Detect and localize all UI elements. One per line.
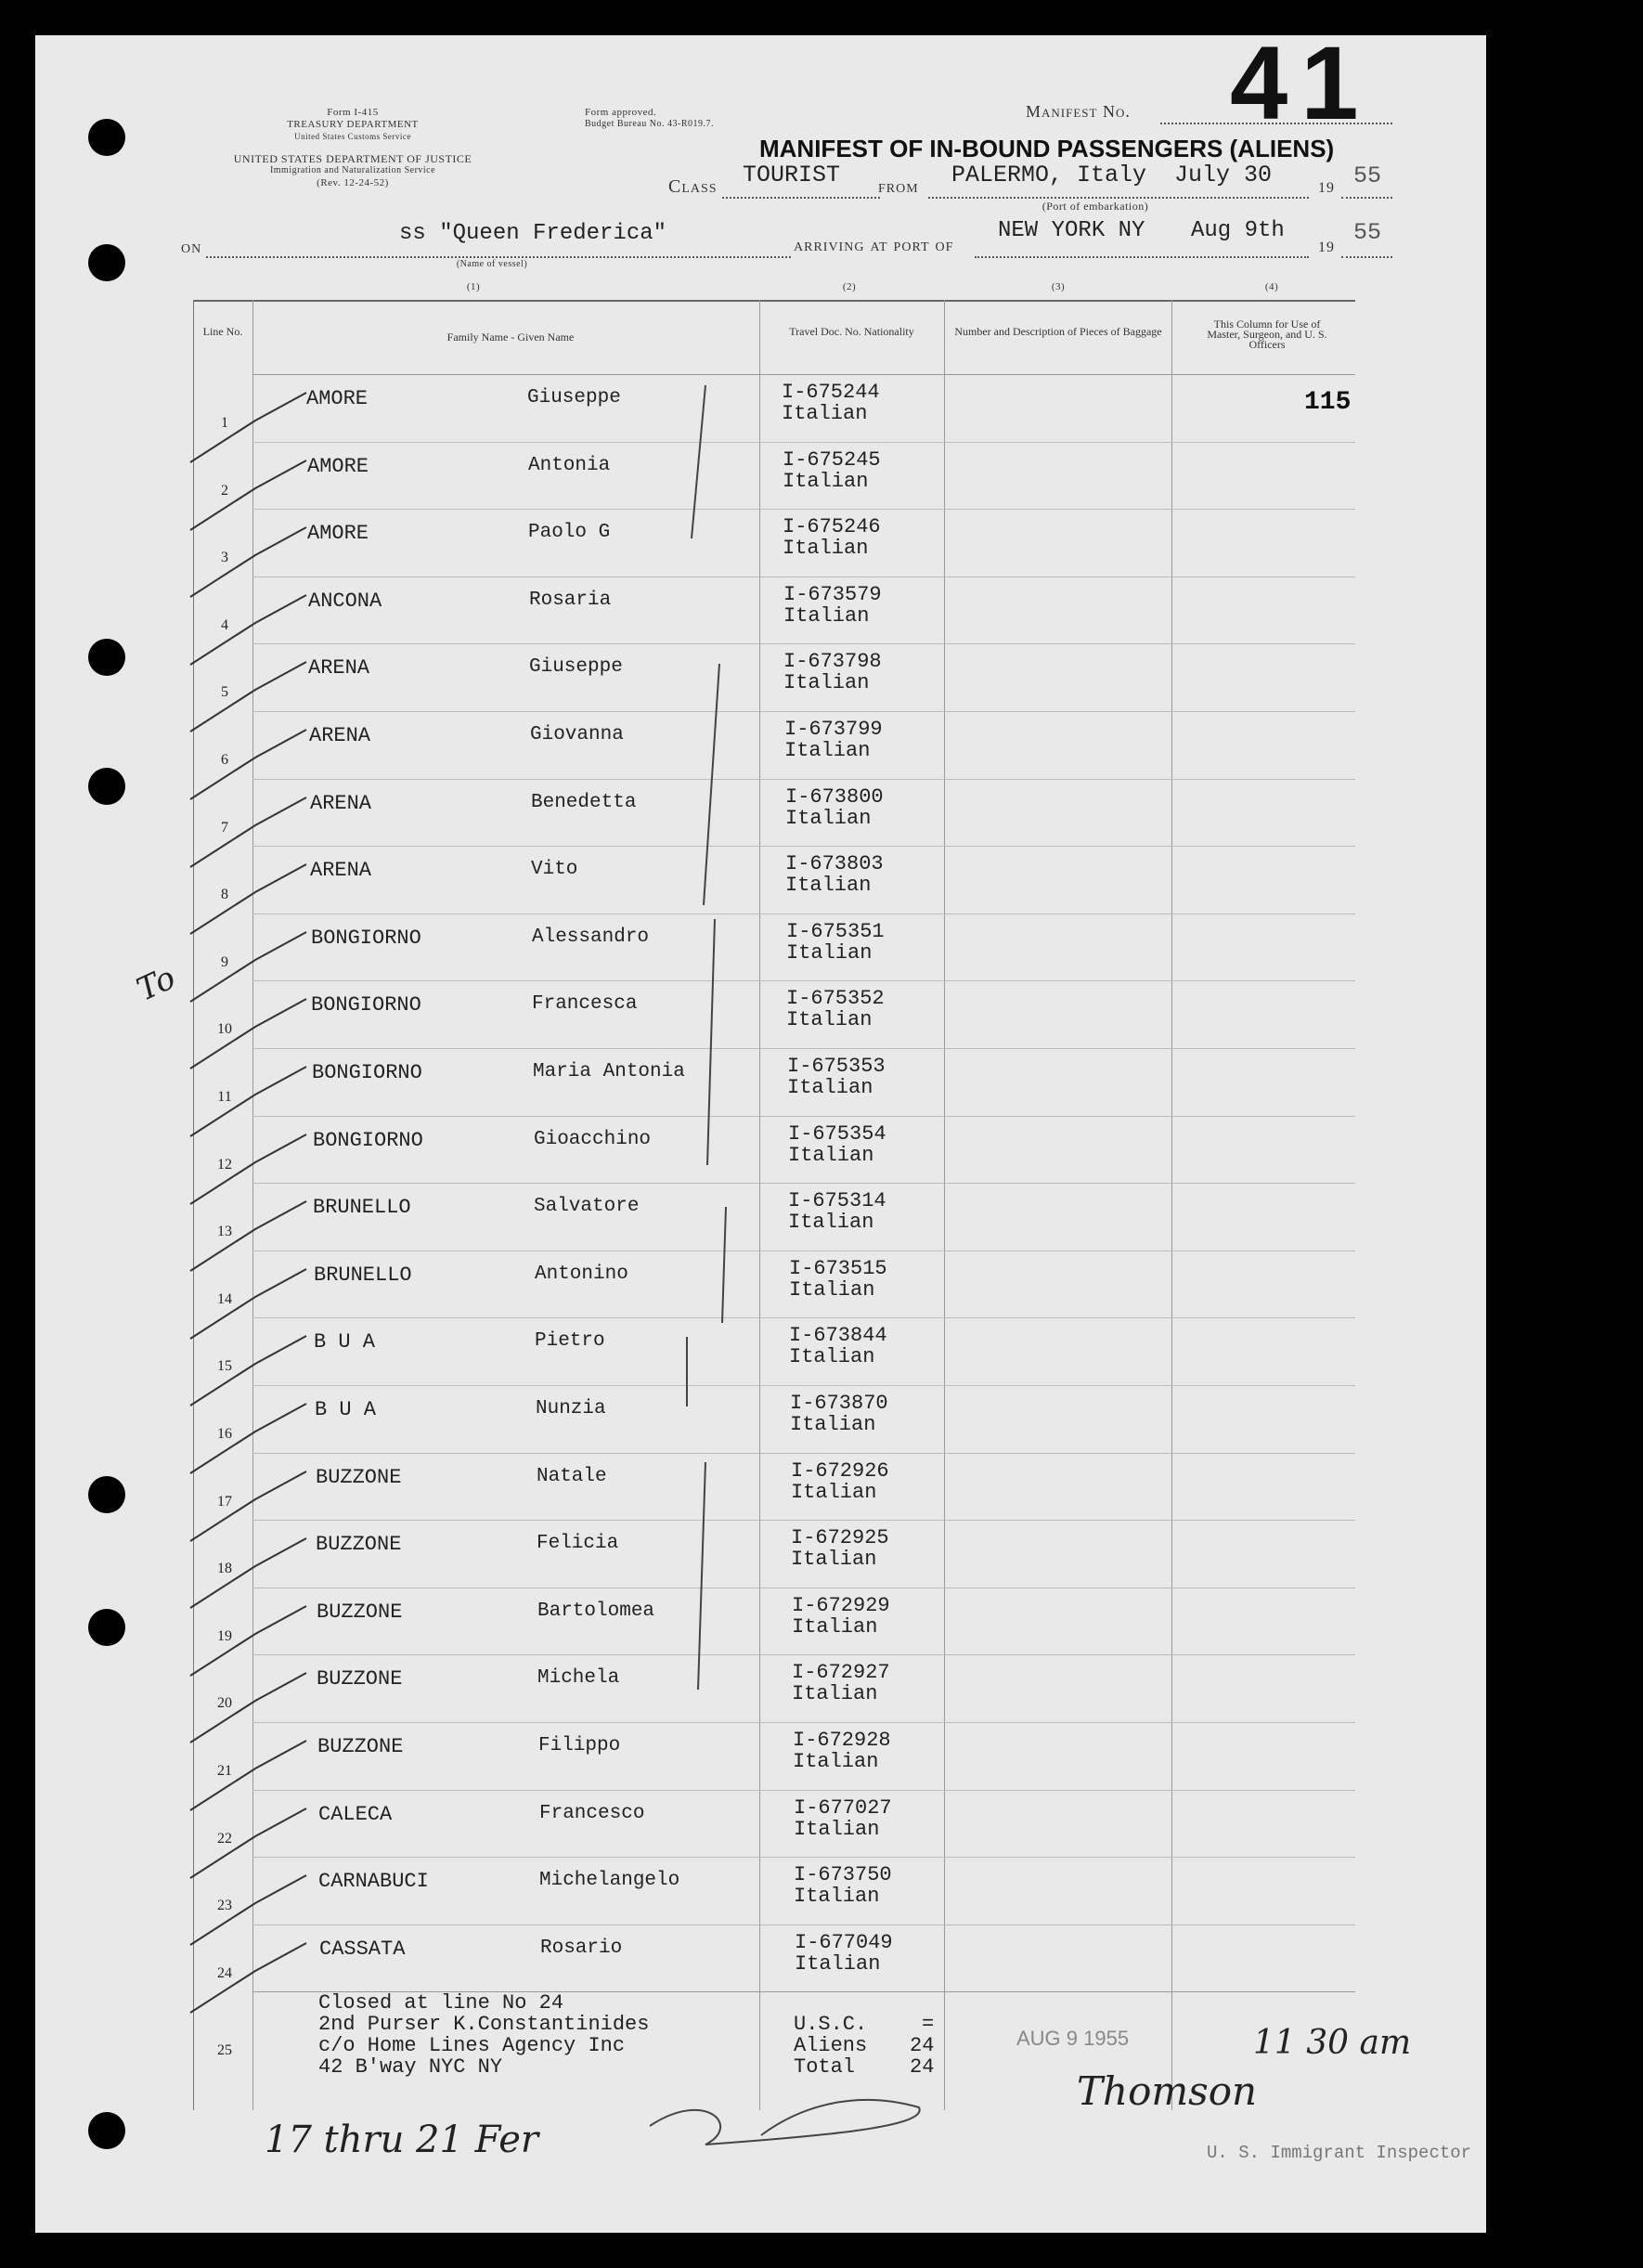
row-rule	[252, 1453, 1355, 1454]
class-line	[722, 197, 880, 199]
travel-doc-no: I-672926	[791, 1459, 889, 1483]
travel-doc-no: I-673799	[784, 718, 883, 741]
nationality: Italian	[791, 1548, 877, 1571]
given-name: Francesco	[539, 1803, 645, 1824]
family-name: BUZZONE	[316, 1466, 402, 1489]
col-header-doc: Travel Doc. No. Nationality	[789, 325, 914, 338]
punch-hole	[88, 119, 125, 156]
nationality: Italian	[783, 537, 869, 560]
travel-doc-no: I-675246	[783, 515, 881, 538]
family-name: AMORE	[307, 455, 369, 478]
nationality: Italian	[783, 671, 870, 694]
given-name: Antonino	[535, 1264, 628, 1285]
arriving-label: arriving at port of	[794, 235, 954, 255]
arrival-year: 55	[1353, 219, 1382, 246]
travel-doc-no: I-672925	[791, 1526, 889, 1549]
travel-doc-no: I-673803	[785, 852, 884, 875]
year-line	[1341, 197, 1392, 199]
nationality: Italian	[783, 470, 869, 493]
closing-line-4: 42 B'way NYC NY	[318, 2055, 503, 2079]
total-value: 24	[910, 2055, 935, 2079]
travel-doc-no: I-675352	[786, 987, 885, 1010]
row-rule	[252, 1790, 1355, 1791]
inspector-label: U. S. Immigrant Inspector	[1207, 2143, 1472, 2163]
row-rule	[252, 779, 1355, 780]
closing-line-1: Closed at line No 24	[318, 1991, 564, 2015]
row-rule	[252, 1857, 1355, 1858]
line-number: 14	[217, 1291, 232, 1307]
line-number: 1	[221, 415, 228, 431]
line-number: 23	[217, 1898, 232, 1913]
form-number: Form I-415	[327, 107, 379, 118]
travel-doc-no: I-677027	[794, 1796, 892, 1820]
line-number: 5	[221, 684, 228, 700]
ins-service: Immigration and Naturalization Service	[269, 165, 436, 175]
travel-doc-no: I-673750	[794, 1863, 892, 1886]
family-name: B U A	[315, 1398, 377, 1421]
travel-doc-no: I-673870	[790, 1392, 888, 1415]
given-name: Francesca	[532, 993, 638, 1015]
closing-line-2: 2nd Purser K.Constantinides	[318, 2013, 650, 2036]
row-rule	[252, 442, 1355, 443]
col-header-officers: This Column for Use of Master, Surgeon, and U. S. Officers	[1207, 318, 1327, 351]
travel-doc-no: I-672927	[792, 1661, 890, 1684]
line-col-rule	[252, 300, 253, 2110]
row-rule	[252, 1183, 1355, 1184]
given-name: Giuseppe	[529, 656, 623, 678]
row-rule	[252, 1654, 1355, 1655]
nationality: Italian	[788, 1211, 874, 1234]
row-rule	[252, 1317, 1355, 1318]
nationality: Italian	[795, 1952, 881, 1976]
given-name: Michela	[537, 1667, 620, 1689]
on-label: on	[181, 237, 202, 257]
family-name: BUZZONE	[317, 1735, 404, 1758]
punch-hole	[88, 639, 125, 676]
nationality: Italian	[792, 1682, 878, 1705]
nationality: Italian	[791, 1481, 877, 1504]
nationality: Italian	[789, 1345, 875, 1368]
inspector-signature: Thomson	[1077, 2068, 1258, 2114]
class-value: TOURIST	[743, 162, 841, 188]
given-name: Rosaria	[529, 590, 612, 611]
line-number: 13	[217, 1224, 232, 1239]
travel-doc-no: I-673800	[785, 785, 884, 809]
travel-doc-no: I-675245	[783, 448, 881, 472]
given-name: Filippo	[538, 1735, 621, 1756]
justice-dept: UNITED STATES DEPARTMENT OF JUSTICE	[233, 152, 472, 165]
given-name: Nunzia	[536, 1398, 606, 1419]
row-rule	[252, 980, 1355, 981]
usc-value: =	[922, 2013, 935, 2036]
travel-doc-no: I-677049	[795, 1931, 893, 1954]
line-number: 19	[217, 1628, 232, 1644]
line-number: 15	[217, 1358, 232, 1374]
family-name: BRUNELLO	[313, 1196, 411, 1219]
col-num-1: (1)	[466, 281, 481, 292]
customs-service: United States Customs Service	[294, 132, 411, 141]
treasury-dept: TREASURY DEPARTMENT	[287, 119, 419, 130]
nationality: Italian	[794, 1818, 880, 1841]
nationality: Italian	[784, 739, 871, 762]
line-number: 2	[221, 483, 228, 499]
nationality: Italian	[789, 1278, 875, 1302]
line-number: 12	[217, 1157, 232, 1173]
table-left-rule	[193, 300, 194, 2110]
revision-date: (Rev. 12-24-52)	[317, 177, 389, 188]
nationality: Italian	[790, 1413, 876, 1436]
family-name: CALECA	[318, 1803, 393, 1826]
family-name: AMORE	[307, 522, 369, 545]
travel-doc-no: I-673844	[789, 1324, 887, 1347]
family-name: BONGIORNO	[311, 993, 421, 1017]
family-name: BONGIORNO	[313, 1129, 423, 1152]
from-value: PALERMO, Italy	[951, 162, 1147, 188]
line-number: 17	[217, 1494, 232, 1510]
line-number: 21	[217, 1763, 232, 1779]
arrival-port: NEW YORK NY	[998, 218, 1145, 243]
given-name: Felicia	[537, 1533, 619, 1554]
nationality: Italian	[792, 1615, 878, 1639]
nationality: Italian	[787, 1076, 873, 1099]
line-number: 6	[221, 752, 228, 768]
line-number: 18	[217, 1561, 232, 1576]
col-num-2: (2)	[842, 281, 857, 292]
row-rule	[252, 509, 1355, 510]
usc-label: U.S.C.	[794, 2013, 868, 2036]
nationality: Italian	[786, 941, 873, 965]
given-name: Bartolomea	[537, 1601, 655, 1622]
family-name: ARENA	[310, 859, 372, 882]
travel-doc-no: I-675353	[787, 1055, 886, 1078]
given-name: Michelangelo	[539, 1870, 680, 1891]
col-header-line: Line No.	[202, 325, 243, 338]
arrival-line	[975, 256, 1309, 258]
margin-note: To	[131, 959, 182, 1009]
approved-note: Form approved.	[585, 107, 657, 118]
given-name: Maria Antonia	[533, 1061, 685, 1082]
punch-hole	[88, 1609, 125, 1646]
line-number: 9	[221, 954, 228, 970]
line-number: 8	[221, 887, 228, 902]
nationality: Italian	[785, 807, 872, 830]
row-rule	[252, 1116, 1355, 1117]
family-name: BUZZONE	[317, 1601, 403, 1624]
vessel-name: ss "Queen Frederica"	[399, 221, 667, 246]
punch-hole	[88, 2112, 125, 2149]
nationality: Italian	[786, 1008, 873, 1031]
punch-hole	[88, 768, 125, 805]
from-line	[928, 197, 1309, 199]
line-number: 25	[217, 2042, 232, 2058]
time-note: 11 30 am	[1253, 2024, 1412, 2062]
row-rule	[252, 846, 1355, 847]
line-number: 20	[217, 1695, 232, 1711]
given-name: Alessandro	[532, 927, 650, 948]
nationality: Italian	[783, 604, 870, 628]
line-number: 10	[217, 1021, 232, 1037]
family-name: BRUNELLO	[314, 1264, 412, 1287]
total-label: Total	[794, 2055, 856, 2079]
row-rule	[252, 643, 1355, 644]
punch-hole	[88, 1476, 125, 1513]
line-number: 11	[217, 1089, 232, 1105]
bottom-annotation: 17 thru 21 Fer	[265, 2119, 539, 2161]
vessel-caption: (Name of vessel)	[456, 259, 528, 269]
col-header-name: Family Name - Given Name	[446, 330, 575, 343]
travel-doc-no: I-673798	[783, 650, 882, 673]
line-number: 22	[217, 1831, 232, 1847]
given-name: Natale	[537, 1466, 607, 1487]
travel-doc-no: I-675351	[786, 920, 885, 943]
table-top-rule	[193, 300, 1355, 302]
baggage-col-rule	[1171, 300, 1172, 2110]
col-num-3: (3)	[1051, 281, 1066, 292]
nationality: Italian	[782, 402, 868, 425]
arrival-date: Aug 9th	[1191, 218, 1285, 243]
given-name: Antonia	[528, 455, 611, 476]
budget-bureau: Budget Bureau No. 43-R019.7.	[585, 119, 714, 129]
line-number: 16	[217, 1426, 232, 1442]
doc-col-rule	[944, 300, 945, 2110]
family-name: CASSATA	[319, 1938, 406, 1961]
officer-note: 115	[1304, 388, 1352, 417]
given-name: Paolo G	[528, 522, 611, 543]
given-name: Giuseppe	[527, 387, 621, 408]
family-name: ARENA	[309, 724, 371, 747]
given-name: Salvatore	[534, 1196, 640, 1217]
port-embark-caption: (Port of embarkation)	[1041, 200, 1149, 213]
family-name: ANCONA	[308, 590, 382, 613]
family-name: ARENA	[310, 792, 372, 815]
arrival-year-prefix: 19	[1318, 240, 1335, 255]
col-num-4: (4)	[1264, 281, 1279, 292]
line-number: 7	[221, 820, 228, 836]
year-prefix: 19	[1318, 180, 1335, 196]
family-name: ARENA	[308, 656, 370, 680]
family-name: CARNABUCI	[318, 1870, 429, 1893]
travel-doc-no: I-675314	[788, 1189, 886, 1212]
nationality: Italian	[785, 874, 872, 897]
arrival-year-line	[1341, 256, 1392, 258]
row-rule	[252, 1520, 1355, 1521]
aliens-label: Aliens	[794, 2034, 868, 2057]
family-name: BUZZONE	[317, 1667, 403, 1691]
header-bottom-rule	[252, 374, 1355, 375]
travel-doc-no: I-675354	[788, 1122, 886, 1146]
family-name: BONGIORNO	[312, 1061, 422, 1084]
punch-hole	[88, 244, 125, 281]
nationality: Italian	[794, 1885, 880, 1908]
travel-doc-no: I-675244	[782, 381, 880, 404]
travel-doc-no: I-672928	[793, 1729, 891, 1752]
closing-line-3: c/o Home Lines Agency Inc	[318, 2034, 626, 2057]
manifest-number: 41	[1230, 25, 1372, 141]
family-name: AMORE	[306, 387, 369, 410]
given-name: Pietro	[535, 1330, 605, 1352]
col-header-baggage: Number and Description of Pieces of Baggage	[954, 325, 1162, 338]
vessel-line	[206, 256, 791, 258]
given-name: Gioacchino	[534, 1129, 652, 1150]
given-name: Giovanna	[530, 724, 624, 745]
manifest-no-label: Manifest No.	[1026, 102, 1131, 121]
from-label: from	[878, 176, 919, 197]
given-name: Vito	[531, 859, 578, 880]
year-value: 55	[1353, 162, 1382, 189]
given-name: Rosario	[540, 1938, 623, 1959]
row-rule	[252, 1722, 1355, 1723]
line-number: 3	[221, 550, 228, 565]
nationality: Italian	[788, 1144, 874, 1167]
class-label: Class	[668, 176, 718, 197]
travel-doc-no: I-673579	[783, 583, 882, 606]
line-number: 24	[217, 1965, 232, 1981]
row-rule	[252, 1048, 1355, 1049]
travel-doc-no: I-672929	[792, 1594, 890, 1617]
line-number: 4	[221, 617, 228, 633]
aliens-value: 24	[910, 2034, 935, 2057]
travel-doc-no: I-673515	[789, 1257, 887, 1280]
form-title: MANIFEST OF IN-BOUND PASSENGERS (ALIENS)	[759, 135, 1335, 162]
arrival-stamp: AUG 9 1955	[1016, 2027, 1130, 2050]
row-rule	[252, 1385, 1355, 1386]
nationality: Italian	[793, 1750, 879, 1773]
family-name: B U A	[314, 1330, 376, 1354]
name-col-rule	[759, 300, 760, 2110]
given-name: Benedetta	[531, 792, 637, 813]
family-name: BUZZONE	[316, 1533, 402, 1556]
row-rule	[252, 711, 1355, 712]
family-name: BONGIORNO	[311, 927, 421, 950]
departure-date: July 30	[1174, 162, 1273, 188]
